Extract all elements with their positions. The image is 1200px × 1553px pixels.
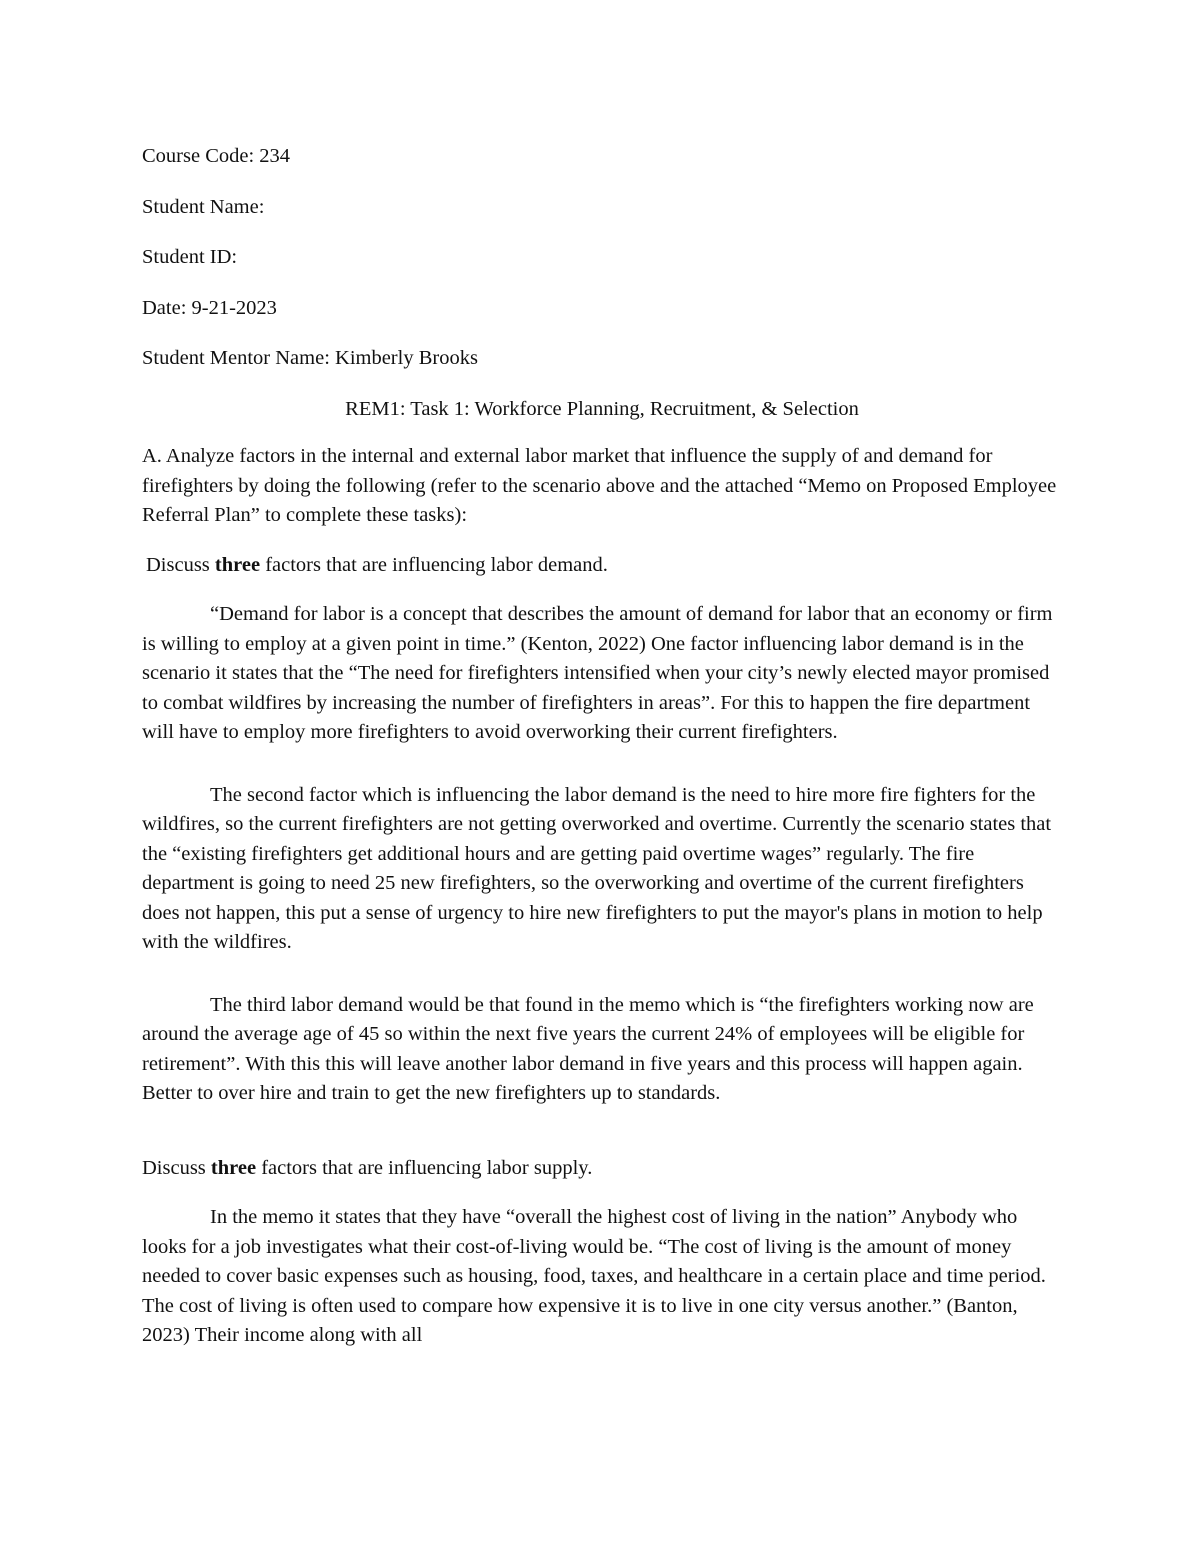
supply-paragraph-1: In the memo it states that they have “overall the highest cost of living in the nation” Anybody who looks for a job investigates what their cost-of-living would be. “The cost of living is the amount of money needed to cover basic expenses such as housing, food, taxes, and healthcare in a certain place and time period. The cost of living is often used to compare how expensive it is to live in one city versus another.” (Banton, 2023) Their income along with all (142, 1206, 1046, 1346)
document-title: REM1: Task 1: Workforce Planning, Recruitment, & Selection (345, 397, 859, 420)
demand-heading-prefix: Discuss (146, 553, 215, 576)
mentor-name: Student Mentor Name: Kimberly Brooks (142, 347, 478, 369)
student-name: Student Name: (142, 195, 265, 218)
demand-paragraph-3: The third labor demand would be that found in the memo which is “the firefighters working now are around the average age of 45 so within the next five years the current 24% of employees will be eligible for retirement”. With this this will leave another labor demand in five years and this process will happen again. Better to over hire and train to get the new firefighters up to standards. (142, 993, 1034, 1104)
demand-paragraph-2: The second factor which is influencing the labor demand is the need to hire more fire fighters for the wildfires, so the current firefighters are not getting overworked and overtime. Currently the scenario states that the “existing firefighters get additional hours and are getting paid overtime wages” regularly. The fire department is going to need 25 new firefighters, so the overworking and overtime of the current firefighters does not happen, this put a sense of urgency to hire new firefighters to put the mayor's plans in motion to help with the wildfires. (142, 783, 1052, 953)
course-code: Course Code: 234 (142, 145, 291, 167)
date: Date: 9-21-2023 (142, 296, 277, 319)
demand-paragraph-1: “Demand for labor is a concept that describes the amount of demand for labor that an economy or firm is willing to employ at a given point in time.” (Kenton, 2022) One factor influencing labor demand is in the scenario it states that the “The need for firefighters intensified when your city’s newly elected mayor promised to combat wildfires by increasing the number of firefighters in areas”. For this to happen the fire department will have to employ more firefighters to avoid overworking their current firefighters. (142, 603, 1053, 743)
demand-heading (142, 551, 1062, 581)
demand-heading-bold: three (214, 553, 261, 576)
supply-heading-bold: three (210, 1156, 257, 1179)
student-id: Student ID: (142, 246, 238, 268)
supply-heading-suffix: factors that are influencing labor supply. (256, 1156, 593, 1179)
supply-heading (142, 1154, 1062, 1184)
supply-heading-prefix: Discuss (142, 1156, 211, 1179)
question-a: A. Analyze factors in the internal and external labor market that influence the supply of and demand for firefighters by doing the following (refer to the scenario above and the attached “Memo on Proposed Employee Referral Plan” to complete these tasks): (142, 445, 1057, 526)
document-content (142, 142, 1062, 1351)
demand-heading-suffix: factors that are influencing labor demand. (260, 553, 608, 576)
